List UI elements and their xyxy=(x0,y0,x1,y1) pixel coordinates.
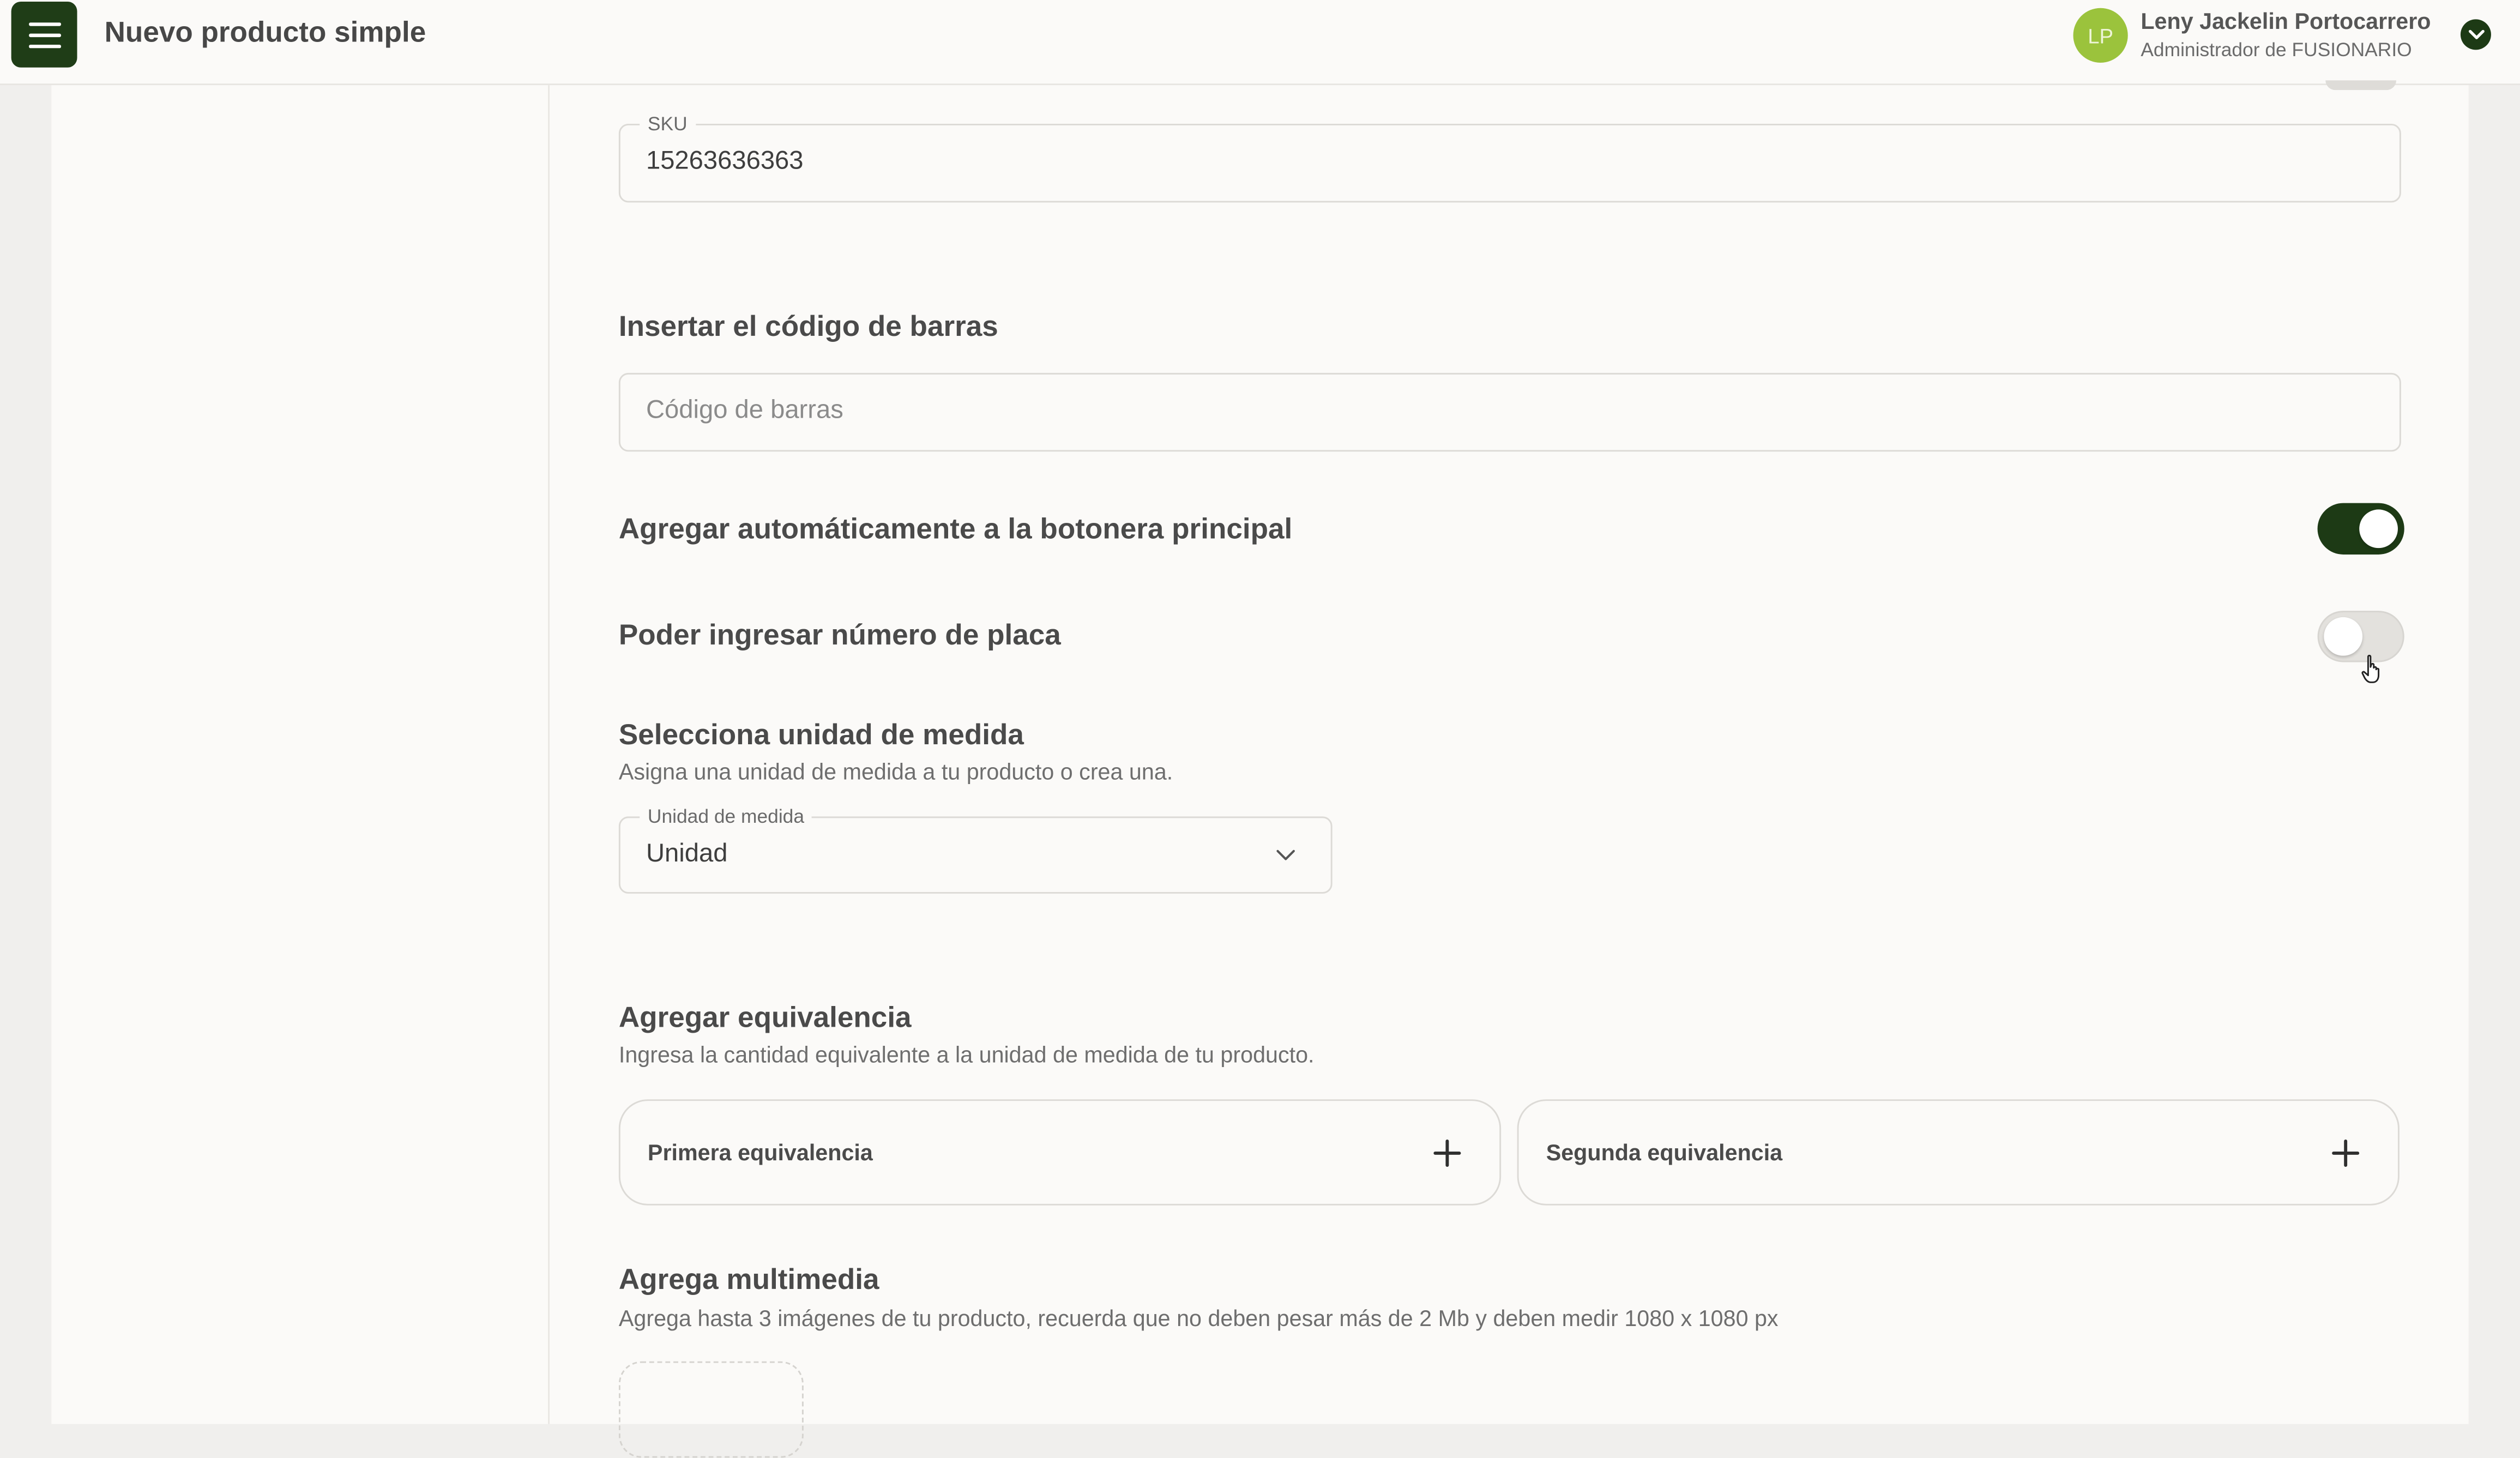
unit-selected-value: Unidad xyxy=(646,840,728,868)
chevron-down-icon xyxy=(2468,29,2483,40)
plus-icon xyxy=(2332,1140,2359,1167)
sku-label: SKU xyxy=(640,112,695,135)
page-title: Nuevo producto simple xyxy=(104,16,426,49)
user-name: Leny Jackelin Portocarrero xyxy=(2141,8,2431,34)
menu-button[interactable] xyxy=(11,2,77,68)
toggle-knob xyxy=(2324,617,2362,656)
user-menu-toggle[interactable] xyxy=(2461,19,2491,50)
unit-field-label: Unidad de medida xyxy=(640,805,812,828)
chevron-down-icon xyxy=(1276,848,1295,861)
multimedia-title: Agrega multimedia xyxy=(618,1263,879,1296)
top-bar xyxy=(0,0,2520,85)
equivalence-subtitle: Ingresa la cantidad equivalente a la unidad de medida de tu producto. xyxy=(618,1041,1315,1068)
toggle-partial[interactable] xyxy=(2325,80,2396,90)
sku-field[interactable] xyxy=(619,112,2401,202)
hand-cursor-icon xyxy=(2361,654,2385,685)
left-panel xyxy=(51,85,550,1424)
unit-title: Selecciona unidad de medida xyxy=(618,718,1024,751)
user-role: Administrador de FUSIONARIO xyxy=(2141,38,2412,62)
sku-value: 15263636363 xyxy=(646,148,804,176)
barcode-input[interactable] xyxy=(619,373,2401,451)
barcode-placeholder: Código de barras xyxy=(646,397,843,425)
first-equivalence-label: Primera equivalencia xyxy=(647,1139,873,1166)
plus-icon xyxy=(1433,1140,1461,1167)
main-panel xyxy=(550,85,2469,1424)
first-equivalence-button[interactable] xyxy=(619,1099,1501,1206)
auto-add-label: Agregar automáticamente a la botonera principal xyxy=(618,513,1293,545)
toggle-knob xyxy=(2359,509,2398,548)
second-equivalence-label: Segunda equivalencia xyxy=(1546,1139,1783,1166)
second-equivalence-button[interactable] xyxy=(1517,1099,2400,1206)
auto-add-toggle[interactable] xyxy=(2318,503,2404,555)
unit-subtitle: Asigna una unidad de medida a tu producto o crea una. xyxy=(618,758,1173,785)
avatar[interactable]: LP xyxy=(2073,8,2128,63)
hamburger-menu-icon xyxy=(28,22,61,47)
unit-select[interactable] xyxy=(619,805,1333,893)
image-upload-slot[interactable] xyxy=(619,1361,804,1458)
barcode-title: Insertar el código de barras xyxy=(618,310,998,342)
equivalence-title: Agregar equivalencia xyxy=(618,1001,912,1034)
multimedia-subtitle: Agrega hasta 3 imágenes de tu producto, recuerda que no deben pesar más de 2 Mb y deben medir 1080 x 1080 px xyxy=(618,1305,1779,1331)
plate-number-label: Poder ingresar número de placa xyxy=(618,618,1061,651)
